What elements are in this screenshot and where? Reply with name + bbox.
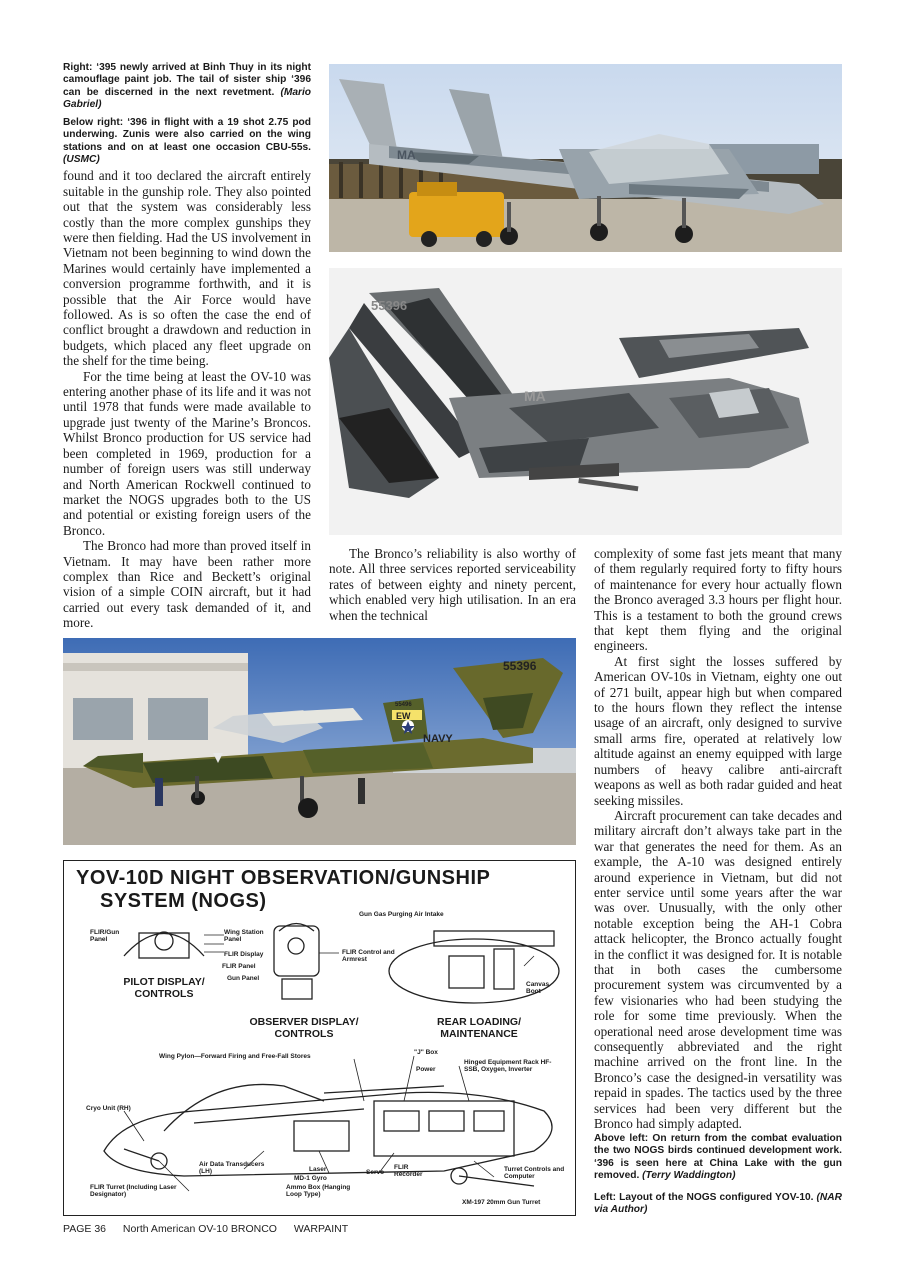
label-flir-control: FLIR Control and Armrest <box>342 949 395 963</box>
label-flir-panel: FLIR Panel <box>222 963 256 970</box>
paragraph: Aircraft procurement can take decades and military aircraft don’t always take part in the war that generates the need for them. As an example, the A-10 was designed entirely around experience in Vietnam, but did not enter service until some years after the war was over. Unusually, with the only other notable exception being the AH-1 Cobra attack helicopter, the Bronco actually fought in the conflict it was designed for. It is notable that in both cases the cumbersome procurement system was circumvented by a few visionaries who had been studying the role for some time previously. When the operational need arose development time was consequently abbreviated and the right machine arrived on the front line. In the Bronco’s case the designed-in versatility was repaid in spades. The tactics used by the three services had been very different but the Bronco had simply adapted. <box>594 807 842 1132</box>
serial-text: 55396 <box>371 298 408 313</box>
label-flir-display: FLIR Display <box>224 951 264 958</box>
paragraph: The Bronco had more than proved itself in Vietnam. It may have been rather more complex than Rice and Beckett’s original vision of a simple COIN aircraft, but it had carried out every task demanded of it, and more. <box>63 538 311 631</box>
body-column-3 <box>594 546 842 1131</box>
paragraph: The Bronco’s reliability is also worthy of note. All three services reported serviceability rates of between eighty and ninety percent, which enabled very high utilisation. In an era when the technical <box>329 546 576 623</box>
label-servo: Servo <box>366 1169 385 1176</box>
body-column-1 <box>63 168 311 630</box>
label-wing-pylon: Wing Pylon—Forward Firing and Free-Fall Stores <box>159 1053 311 1060</box>
caption-above-left: Above left: On return from the combat evaluation the two NOGS birds continued development work. ‘396 is seen here at China Lake with the gun removed. (Terry Waddington) <box>594 1133 842 1181</box>
photo-parked-night-camouflage <box>329 64 842 252</box>
nogs-diagram <box>63 860 576 1216</box>
photo-parked-svg <box>329 64 842 252</box>
photo-flight-svg <box>329 268 842 535</box>
right-bottom-captions <box>594 1133 842 1223</box>
marking-text: MA <box>397 148 416 162</box>
page-footer <box>63 1223 362 1235</box>
label-power: Power <box>416 1066 436 1073</box>
tail-small-serial-text: 55496 <box>395 702 412 708</box>
label-air-data: Air Data Transducers (LH) <box>199 1161 265 1175</box>
caption-left: Left: Layout of the NOGS configured YOV-10. (NAR via Author) <box>594 1192 842 1216</box>
photo-china-lake-aircraft <box>63 638 576 845</box>
tail-code-text: EW <box>396 711 411 721</box>
page-number: PAGE 36 <box>63 1223 106 1235</box>
label-wing-station-panel: Wing Station Panel <box>224 929 264 943</box>
code-text: MA <box>524 388 546 404</box>
photo-china-lake-svg <box>63 638 576 845</box>
label-cryo-unit: Cryo Unit (RH) <box>86 1105 131 1112</box>
label-flir-gun-panel: FLIR/Gun Panel <box>90 929 120 943</box>
photo-in-flight-camouflage <box>329 268 842 535</box>
label-laser: Laser <box>309 1166 327 1173</box>
paragraph: At first sight the losses suffered by American OV-10s in Vietnam, eighty one out of 271 built, appear high but when compared to the hours flown they reflect the intense usage of an aircraft, only designed to survive small arms fire, operated at relatively low altitude against an enemy equipped with large numbers of heavy calibre anti-aircraft weapons as well as both radar guided and heat seeking missiles. <box>594 653 842 808</box>
label-hinged-rack: Hinged Equipment Rack HF-SSB, Oxygen, Inverter <box>464 1059 552 1073</box>
label-flir-turret: FLIR Turret (Including Laser Designator) <box>90 1184 177 1198</box>
left-column-top <box>63 62 311 631</box>
label-gun-turret: XM-197 20mm Gun Turret <box>462 1199 541 1206</box>
label-ammo-box: Ammo Box (Hanging Loop Type) <box>286 1184 351 1198</box>
paragraph: found and it too declared the aircraft entirely suitable in the gunship role. They also pointed out that the system was considerably less costly than the more complex gunships they were then fielding. Had the US involvement in Vietnam not been beginning to wind down the Marines would certainly have implemented a conversion programme forthwith, and it is possible that the Air Force would have followed. As is so often the case the end of conflict brought a drawdown and reduction in budgets, which placed any fleet upgrade on the shelf for the time being. <box>63 168 311 369</box>
heading-observer-display: OBSERVER DISPLAY/ CONTROLS <box>249 1016 359 1040</box>
label-gun-gas-intake: Gun Gas Purging Air Intake <box>359 911 444 918</box>
heading-pilot-display: PILOT DISPLAY/ CONTROLS <box>123 976 205 1000</box>
label-j-box: "J" Box <box>414 1049 438 1056</box>
series-name: WARPAINT <box>293 1223 349 1235</box>
label-flir-recorder: FLIR Recorder <box>394 1164 423 1178</box>
heading-rear-loading: REAR LOADING/ MAINTENANCE <box>437 1016 521 1040</box>
label-md1-gyro: MD-1 Gyro <box>294 1175 327 1182</box>
label-turret-controls: Turret Controls and Computer <box>504 1166 565 1180</box>
navy-text: NAVY <box>423 733 453 745</box>
caption-below-right: Below right: ‘396 in flight with a 19 shot 2.75 pod underwing. Zunis were also carried on the wing stations and on at least one occasion CBU-55s. (USMC) <box>63 117 311 166</box>
body-column-2 <box>329 546 576 623</box>
paragraph: complexity of some fast jets meant that many of them regularly required forty to fifty hours of maintenance for every hour actually flown the Bronco averaged 3.3 hours per flight hour. This is a testament to both the ground crews that kept them flying and the original engineers. <box>594 546 842 654</box>
paragraph: For the time being at least the OV-10 was entering another phase of its life and it was not until 1978 that funds were made available to upgrade just twenty of the Marine’s Broncos. Whilst Bronco production for US service had been completed in 1969, production for a number of foreign users was still underway and North American Rockwell continued to market the NOGS upgrades both to the US and potential or existing foreign users of the Bronco. <box>63 368 311 538</box>
label-canvas-boot: Canvas Boot <box>526 981 550 995</box>
tail-serial-text: 55396 <box>503 659 537 673</box>
diagram-title: YOV-10D NIGHT OBSERVATION/GUNSHIP SYSTEM (NOGS) <box>76 867 491 912</box>
publication-title: North American OV-10 BRONCO <box>122 1223 277 1235</box>
caption-top-right: Right: ‘395 newly arrived at Binh Thuy in its night camouflage paint job. The tail of sister ship ‘396 can be discerned in the next revetment. (Mario Gabriel) <box>63 62 311 110</box>
label-gun-panel: Gun Panel <box>227 975 260 982</box>
